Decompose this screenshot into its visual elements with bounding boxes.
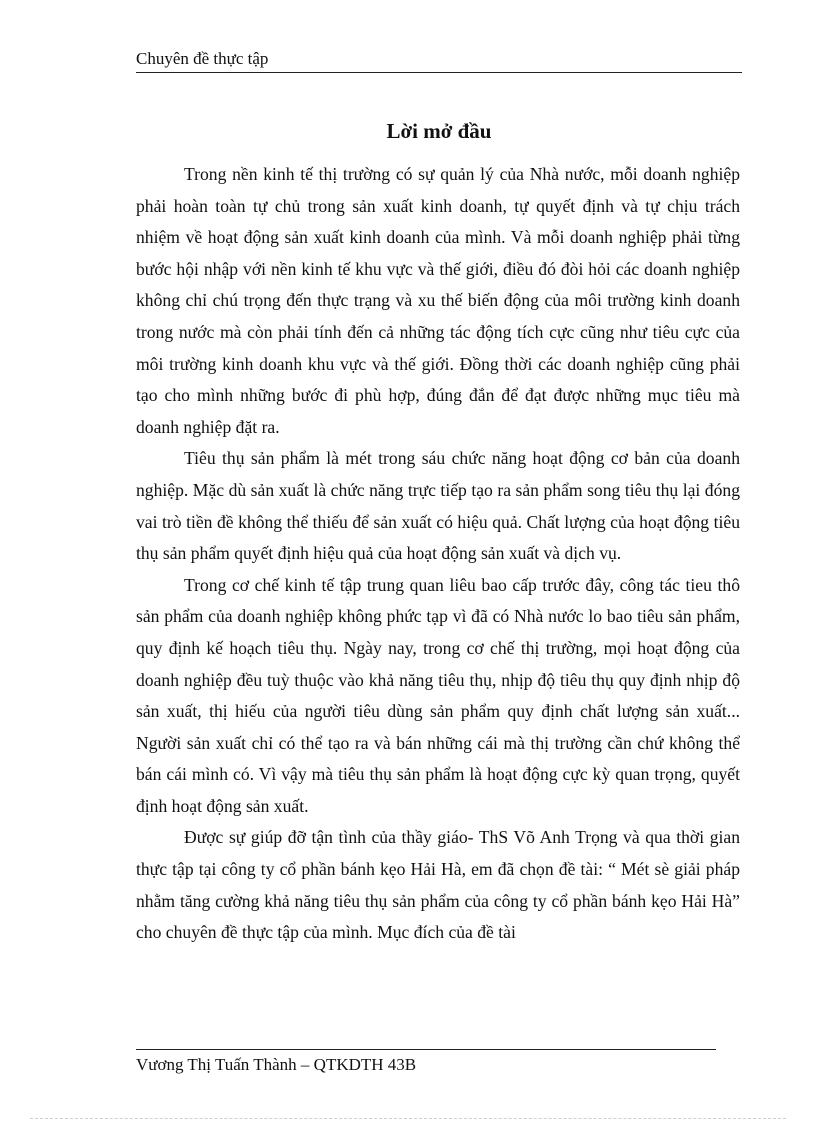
page-title: Lời mở đầu (386, 119, 492, 143)
page-footer (136, 1054, 416, 1076)
paragraph-1: Trong nền kinh tế thị trường có sự quản lý của Nhà nước, mỗi doanh nghiệp phải hoàn toàn tự chủ trong sản xuất kinh doanh, tự quyết định và tự chịu trách nhiệm về hoạt động sản xuất kinh doanh của mình. Và mỗi doanh nghiệp phải từng bước hội nhập với nền kinh tế khu vực và thế giới, điều đó đòi hỏi các doanh nghiệp không chỉ chú trọng đến thực trạng và xu thế biến động của môi trường kinh doanh trong nước mà còn phải tính đến cả những tác động tích cực cũng như tiêu cực của môi trường kinh doanh khu vực và thế giới. Đồng thời các doanh nghiệp cũng phải tạo cho mình những bước đi phù hợp, đúng đắn để đạt được những mục tiêu mà doanh nghiệp đặt ra. (136, 164, 740, 437)
page-edge-divider (30, 1118, 786, 1119)
page-header (136, 48, 742, 73)
paragraph-3: Trong cơ chế kinh tế tập trung quan liêu bao cấp trước đây, công tác tieu thô sản phẩm của doanh nghiệp không phức tạp vì đã có Nhà nước lo bao tiêu sản phẩm, quy định kế hoạch tiêu thụ. Ngày nay, trong cơ chế thị trường, mọi hoạt động của doanh nghiệp đều tuỳ thuộc vào khả năng tiêu thụ, nhịp độ tiêu thụ quy định nhịp độ sản xuất, thị hiếu của người tiêu dùng sản phẩm quy định chất lượng sản xuất... Người sản xuất chỉ có thể tạo ra và bán những cái mà thị trường cần chứ không thể bán cái mình có. Vì vậy mà tiêu thụ sản phẩm là hoạt động cực kỳ quan trọng, quyết định hoạt động sản xuất. (136, 574, 740, 816)
footer-text: Vương Thị Tuấn Thành – QTKDTH 43B (136, 1055, 417, 1074)
paragraph-4: Được sự giúp đỡ tận tình của thầy giáo- ThS Võ Anh Trọng và qua thời gian thực tập tại công ty cổ phần bánh kẹo Hải Hà, em đã chọn đề tài: “ Mét sè giải pháp nhằm tăng cường khả năng tiêu thụ sản phẩm của công ty cổ phần bánh kẹo Hải Hà” cho chuyên đề thực tập của mình. Mục đích của đề tài (136, 827, 740, 943)
footer-rule (136, 1049, 716, 1050)
header-text: Chuyên đề thực tập (136, 49, 269, 68)
body-text (136, 159, 740, 949)
paragraph-2: Tiêu thụ sản phẩm là mét trong sáu chức năng hoạt động cơ bản của doanh nghiệp. Mặc dù sản xuất là chức năng trực tiếp tạo ra sản phẩm song tiêu thụ lại đóng vai trò tiền đề không thể thiếu để sản xuất có hiệu quả. Chất lượng của hoạt động tiêu thụ sản phẩm quyết định hiệu quả của hoạt động sản xuất và dịch vụ. (136, 448, 740, 564)
